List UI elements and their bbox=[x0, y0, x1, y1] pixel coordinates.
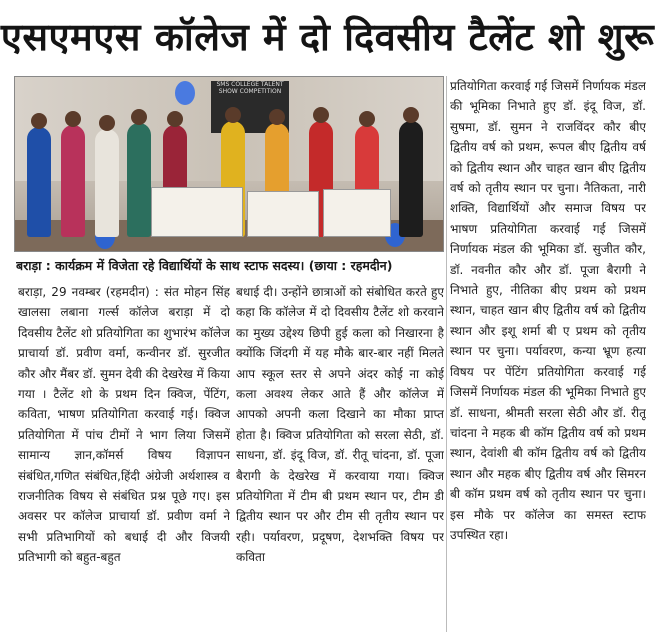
balloon-icon bbox=[175, 81, 195, 105]
column-divider bbox=[446, 76, 447, 632]
painting-poster bbox=[323, 189, 391, 237]
article-column-right bbox=[450, 76, 646, 632]
person-figure bbox=[61, 125, 85, 237]
painting-poster bbox=[247, 191, 319, 237]
person-figure bbox=[95, 129, 119, 237]
person-figure bbox=[127, 123, 151, 237]
article-column-left bbox=[18, 282, 230, 632]
article-text: बधाई दी। उन्होंने छात्राओं को संबोधित करते हुए कहा कि कॉलेज में दो दिवसीय टैलेंट शो करवाने का मुख्य उद्देश्य छिपी हुई कला को निखारना है क्योंकि जिंदगी में यह मौके बार-बार नहीं मिलते आप स्कूल स्तर से अपने अंदर कोई ना कोई कला अवश्य लेकर आते हैं और कॉलेज में आपको अपनी कला दिखाने का मौका प्राप्त होता है। क्विज प्रतियोगिता को सरला सेठी, डॉ. साधना, डॉ. इंदू विज, डॉ. रीतू चांदना, डॉ. पूजा बैरागी के देखरेख में करवाया गया। क्विज प्रतियोगिता में टीम बी प्रथम स्थान पर, टीम डी द्वितीय स्थान पर और टीम सी तृतीय स्थान पर रही। पर्यावरण, प्रदूषण, देशभक्ति विषय पर कविता bbox=[236, 285, 444, 565]
article-column-middle bbox=[236, 282, 444, 632]
photo-caption: बराड़ा : कार्यक्रम में विजेता रहे विद्यार्थियों के साथ स्टाफ सदस्य। (छाया : रहमदीन) bbox=[16, 258, 393, 273]
news-photo bbox=[14, 76, 444, 252]
person-figure bbox=[399, 121, 423, 237]
photo-banner: SMS COLLEGE TALENT SHOW COMPETITION bbox=[211, 81, 289, 133]
person-figure bbox=[27, 127, 51, 237]
headline: एसएमएस कॉलेज में दो दिवसीय टैलेंट शो शुरू bbox=[0, 15, 655, 59]
painting-poster bbox=[151, 187, 243, 237]
article-text: बराड़ा, 29 नवम्बर (रहमदीन) : संत मोहन सिंह खालसा लबाना गर्ल्स कॉलेज बराड़ा में दो दिवसीय टैलेंट शो प्रतियोगिता का शुभारंभ कॉलेज प्राचार्या डॉ. प्रवीण वर्मा, कन्वीनर डॉ. सुरजीत कौर और मैंबर डॉ. सुमन देवी की देखरेख में किया गया । टैलेंट शो के प्रथम दिन क्विज, पेंटिंग, कविता, भाषण प्रतियोगिता करवाई गई। क्विज प्रतियोगिता में पांच टीमों ने भाग लिया जिसमें सामान्य ज्ञान,कॉमर्स विषय विज्ञापन संबंधित,गणित संबंधित,हिंदी अंग्रेजी अर्थशास्त्र व राजनीतिक विषय से संबंधित प्रश्न पूछे गए। इस अवसर पर कॉलेज प्राचार्या डॉ. प्रवीण वर्मा ने सभी प्रतिभागियों को बधाई दी और विजयी प्रतिभागी को बहुत-बहुत bbox=[18, 285, 230, 565]
article-text: प्रतियोगिता करवाई गई जिसमें निर्णायक मंडल की भूमिका निभाते हुए डॉ. इंदू विज, डॉ. सुषमा, डॉ. सुमन ने राजविंदर कौर बीए द्वितीय वर्ष को प्रथम, रूपल बीए द्वितीय वर्ष को द्वितीय स्थान और चाहत खान बीए द्वितीय वर्ष को तृतीय स्थान पर चुना। नैतिकता, नारी शक्ति, विद्यार्थियों और समाज विषय पर भाषण प्रतियोगिता करवाई गई जिसमें निर्णायक मंडल की भूमिका डॉ. सुजीत कौर, डॉ. नवनीत कौर और डॉ. पूजा बैरागी ने निभाते हुए, नीतिका बीए प्रथम को प्रथम स्थान, चाहत खान बीए द्वितीय वर्ष को द्वितीय स्थान और इशू शर्मा बी ए प्रथम को तृतीय स्थान पर चुना। पर्यावरण, कन्या भ्रूण हत्या विषय पर पेंटिंग प्रतियोगिता करवाई गई जिसमें निर्णायक मंडल की भूमिका निभाते हुए डॉ. साधना, श्रीमती सरला सेठी और डॉ. रीतू चांदना ने महक बी कॉम द्वितीय वर्ष को प्रथम स्थान, देवांशी बी कॉम द्वितीय वर्ष को द्वितीय स्थान और महक बीए द्वितीय वर्ष और सिमरन बी कॉम प्रथम वर्ष को तृतीय स्थान पर चुना। इस मौके पर कॉलेज का समस्त स्टाफ उपस्थित रहा। bbox=[450, 79, 646, 542]
